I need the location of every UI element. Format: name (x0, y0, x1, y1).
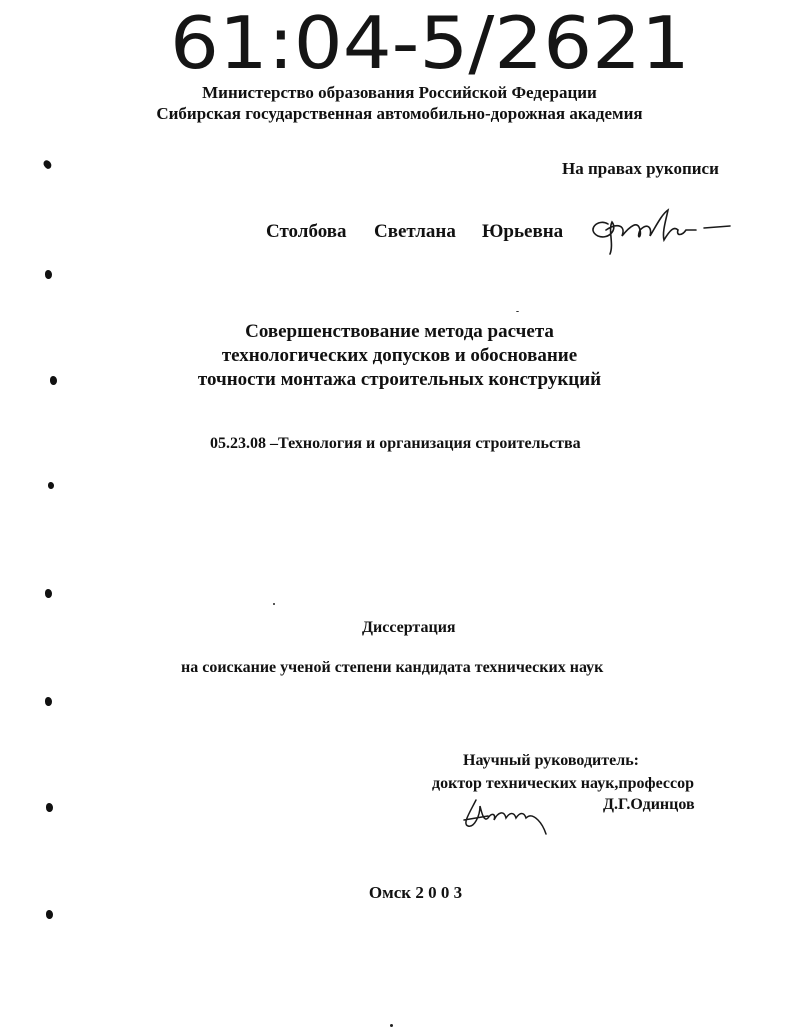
supervisor-label: Научный руководитель: (463, 752, 639, 769)
margin-mark (45, 270, 52, 279)
author-signature (578, 200, 738, 260)
margin-mark (45, 697, 52, 706)
ministry-line: Министерство образования Российской Федерации (202, 83, 597, 102)
supervisor-name: Д.Г.Одинцов (603, 796, 695, 813)
margin-mark (45, 589, 52, 598)
academy-line: Сибирская государственная автомобильно-дорожная академия (156, 104, 643, 123)
document-type: Диссертация (362, 619, 456, 636)
author-patronymic: Юрьевна (482, 221, 564, 242)
author-surname: Столбова (266, 221, 347, 242)
scan-speck (390, 1024, 393, 1027)
title-line-2: технологических допусков и обоснование (221, 345, 578, 366)
margin-mark (46, 910, 53, 919)
specialty-code: 05.23.08 –Технология и организация строительства (210, 435, 581, 452)
margin-mark (50, 376, 57, 385)
place-year: Омск 2 0 0 3 (368, 883, 463, 902)
archive-number-text: 61:04-5/2621 (170, 6, 690, 76)
title-line-1: Совершенствование метода расчета (245, 321, 554, 342)
manuscript-rights: На правах рукописи (562, 159, 719, 178)
margin-mark (48, 482, 54, 489)
title-line-3: точности монтажа строительных конструкций (197, 369, 602, 390)
scan-speck (516, 311, 519, 312)
supervisor-signature (458, 790, 558, 840)
supervisor-credentials: доктор технических наук,профессор (432, 775, 695, 792)
scan-speck (273, 603, 275, 605)
archive-number-handwritten (170, 6, 730, 76)
margin-mark (42, 159, 53, 170)
author-name: Светлана (374, 221, 456, 242)
degree-line: на соискание ученой степени кандидата технических наук (181, 659, 604, 676)
margin-mark (46, 803, 53, 812)
